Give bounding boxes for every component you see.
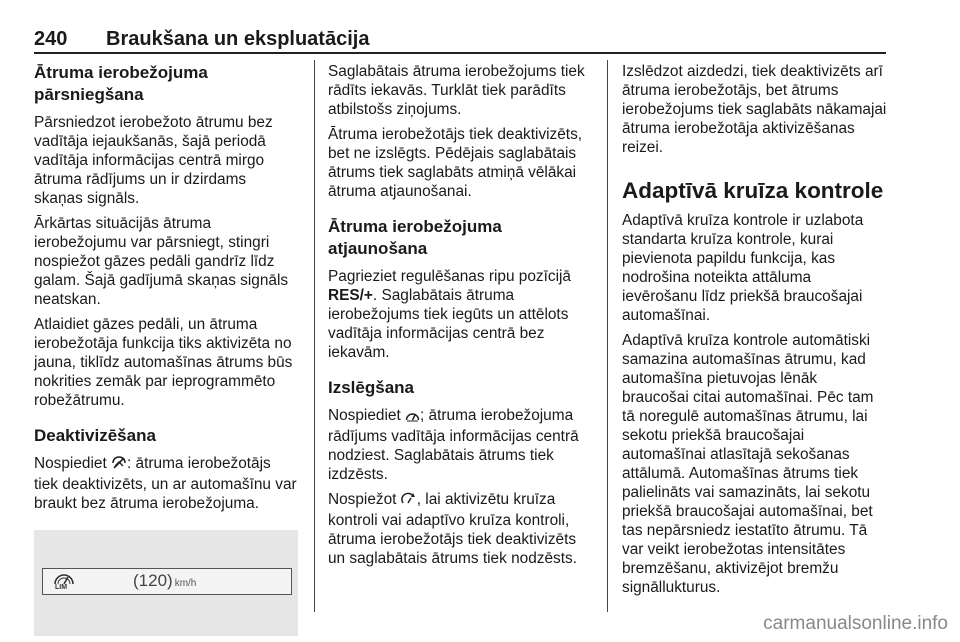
paragraph: Pagrieziet regulēšanas ripu pozīcijā RES/+. Saglabātais ātruma ierobežojums tiek iegūts un attēlots vadītāja informācijas centrā bez iekavām.: [328, 268, 571, 361]
paragraph: Adaptīvā kruīza kontrole automātiski samazina automašīnas ātrumu, kad automašīna pietuvojas lēnāk braucošai citai automašīnai. Pēc tam tā noregulē automašīnas ātrumu, lai sekotu priekšā braucošajai automašīnai atlasītajā sekošanas attālumā. Automašīnas ātrums tiek palielināts vai samazināts, lai sekotu priekšā braucošajai automašīnai, bet tas nepārsniedz iestatīto ātrumu. Tā var veikt ierobežotas intensitātes bremzēšanu, aktivizējot bremžu signāllukturus.: [622, 332, 874, 596]
section-title: Ātruma ierobežojuma atjaunošana: [328, 217, 502, 258]
stored-speed: (120) km/h: [133, 571, 197, 590]
chapter-title: Braukšana un ekspluatācija: [106, 28, 370, 50]
paragraph: Nospiediet : ātruma ierobežotājs tiek deaktivizēts, un ar automašīnu var braukt bez ātruma ierobežojuma.: [34, 455, 297, 512]
page-header: [34, 28, 886, 54]
paragraph: Ātruma ierobežotājs tiek deaktivizēts, bet ne izslēgts. Pēdējais saglabātais ātrums tiek saglabāts atmiņā vēlākai ātruma atjaunošanai.: [328, 126, 583, 200]
paragraph: Izslēdzot aizdedzi, tiek deaktivizēts arī ātruma ierobežotājs, bet ātrums ierobežojums tiek saglabāts nākamajai ātruma ierobežotāja aktivizēšanas reizei.: [622, 63, 887, 156]
chapter-section-title: Adaptīvā kruīza kontrole: [622, 178, 884, 203]
column-divider: [607, 60, 608, 612]
paragraph: Nospiediet ; ātruma ierobežojuma rādījums vadītāja informācijas centrā nodziest. Saglabātais ātrums tiek izdzēsts.: [328, 407, 579, 483]
section-title: Izslēgšana: [328, 378, 414, 397]
header-rule: [34, 52, 886, 54]
limiter-label: LIM: [55, 584, 68, 591]
column-3: [622, 62, 888, 603]
watermark: carmanualsonline.info: [763, 613, 948, 634]
column-1: [34, 62, 298, 636]
column-divider: [314, 60, 315, 612]
cruise-control-icon: [401, 492, 417, 511]
page-number: 240: [34, 28, 68, 50]
paragraph: Pārsniedzot ierobežoto ātrumu bez vadītāja iejaukšanās, šajā periodā vadītāja informācijas centrā mirgo ātruma rādījums un ir dzirdams skaņas signāls.: [34, 114, 273, 207]
paragraph: Nospiežot , lai aktivizētu kruīza kontroli vai adaptīvo kruīza kontroli, ātruma ierobežotājs tiek deaktivizēts un saglabātais ātrums tiek nodzēsts.: [328, 491, 577, 567]
column-2: [328, 62, 592, 574]
speed-unit: km/h: [174, 578, 197, 589]
section-title: Ātruma ierobežojuma pārsniegšana: [34, 63, 208, 104]
paragraph: Saglabātais ātruma ierobežojums tiek rādīts iekavās. Turklāt tiek parādīts atbilstošs ziņojums.: [328, 63, 585, 118]
speed-limiter-icon: [53, 571, 75, 585]
speed-limiter-display-figure: [34, 530, 298, 636]
cancel-icon: [111, 456, 127, 475]
section-title: Deaktivizēšana: [34, 426, 156, 445]
paragraph: Adaptīvā kruīza kontrole ir uzlabota standarta kruīza kontrole, kurai pievienota papildu funkcija, kas nodrošina noteikta attāluma ievērošanu līdz priekšā braucošajai automašīnai.: [622, 212, 864, 324]
speed-limiter-icon: [405, 408, 420, 427]
paragraph: Atlaidiet gāzes pedāli, un ātruma ierobežotāja funkcija tiks aktivizēta no jauna, tiklīdz automašīnas ātrums būs nokrities zemāk par ieprogrammēto robežātrumu.: [34, 316, 293, 409]
driver-info-display: [42, 568, 292, 595]
paragraph: Ārkārtas situācijās ātruma ierobežojumu var pārsniegt, stingri nospiežot gāzes pedāli gandrīz līdz galam. Šajā gadījumā skaņas signāls neatskan.: [34, 215, 289, 308]
